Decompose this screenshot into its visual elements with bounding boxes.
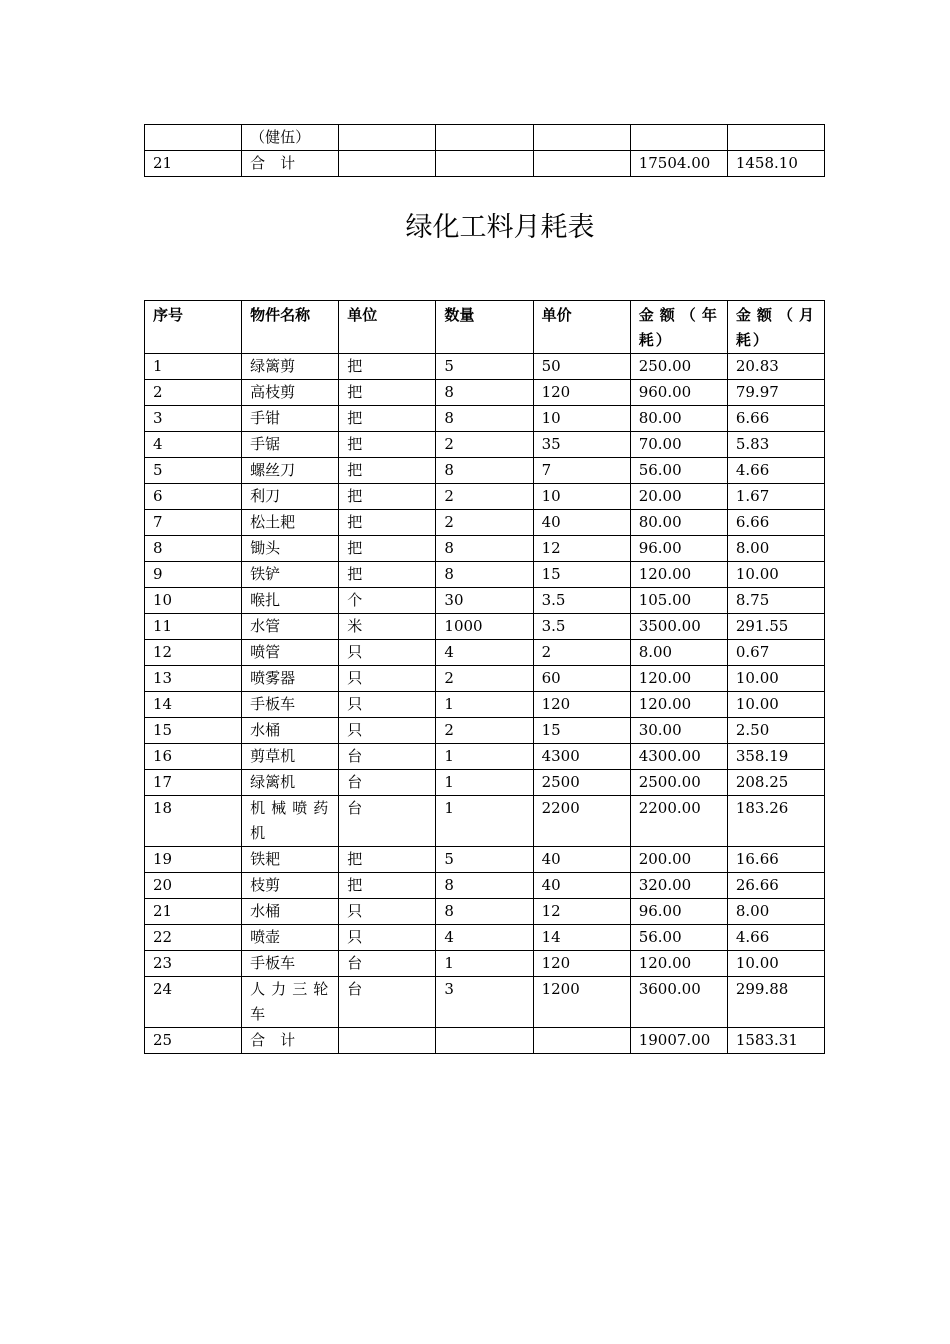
table-cell: 3.5 <box>533 588 630 614</box>
table-cell: 高枝剪 <box>242 380 339 406</box>
table-cell: 21 <box>145 899 242 925</box>
table-cell: 2 <box>436 510 533 536</box>
table-cell: 把 <box>339 458 436 484</box>
table-cell: 2.50 <box>727 718 824 744</box>
table-row <box>145 873 825 899</box>
table-row <box>145 354 825 380</box>
table-cell: 9 <box>145 562 242 588</box>
table-cell: 70.00 <box>630 432 727 458</box>
table-cell: 合 计 <box>242 1028 339 1054</box>
table-row <box>145 380 825 406</box>
table-row <box>145 977 825 1028</box>
table-cell: 56.00 <box>630 458 727 484</box>
table-cell: 10 <box>145 588 242 614</box>
table-row <box>145 692 825 718</box>
table-cell: 水桶 <box>242 718 339 744</box>
table-cell: 绿篱机 <box>242 770 339 796</box>
table-cell: 15 <box>533 718 630 744</box>
table-cell <box>145 125 242 151</box>
table-cell: 把 <box>339 484 436 510</box>
table-cell: 96.00 <box>630 536 727 562</box>
table-cell: 把 <box>339 380 436 406</box>
table-cell: 80.00 <box>630 406 727 432</box>
table-cell <box>339 1028 436 1054</box>
table-cell: 绿篱剪 <box>242 354 339 380</box>
table-cell: 15 <box>145 718 242 744</box>
table-cell: 105.00 <box>630 588 727 614</box>
table-cell: 个 <box>339 588 436 614</box>
table-cell: 2 <box>533 640 630 666</box>
table-cell: 8 <box>436 536 533 562</box>
table-cell: 14 <box>533 925 630 951</box>
table-cell: 台 <box>339 977 436 1028</box>
table-cell: 水桶 <box>242 899 339 925</box>
table-cell <box>436 1028 533 1054</box>
materials-table-body <box>145 301 825 1054</box>
table-cell: 8.00 <box>727 536 824 562</box>
table-cell: 320.00 <box>630 873 727 899</box>
table-cell: 291.55 <box>727 614 824 640</box>
table-cell: 5.83 <box>727 432 824 458</box>
table-cell: 120.00 <box>630 562 727 588</box>
table-cell: 手板车 <box>242 951 339 977</box>
table-cell: 把 <box>339 562 436 588</box>
table-cell: 2500.00 <box>630 770 727 796</box>
column-header: 金额（年耗） <box>630 301 727 354</box>
table-cell: 把 <box>339 510 436 536</box>
table-cell: 19007.00 <box>630 1028 727 1054</box>
table-cell: 10.00 <box>727 692 824 718</box>
table-cell <box>436 151 533 177</box>
table-cell: 6 <box>145 484 242 510</box>
table-cell: 2 <box>436 718 533 744</box>
table-row <box>145 125 825 151</box>
table-cell: 机械喷药机 <box>242 796 339 847</box>
table-cell: 台 <box>339 770 436 796</box>
table-cell <box>339 125 436 151</box>
table-cell: 80.00 <box>630 510 727 536</box>
table-cell: 8.00 <box>727 899 824 925</box>
materials-table <box>144 300 825 1054</box>
table-cell <box>339 151 436 177</box>
table-row <box>145 925 825 951</box>
table-cell: 10 <box>533 484 630 510</box>
table-cell: 5 <box>145 458 242 484</box>
table-cell: 2 <box>436 432 533 458</box>
table-cell: 2 <box>145 380 242 406</box>
table-cell: 1458.10 <box>727 151 824 177</box>
table-cell: 20.00 <box>630 484 727 510</box>
table-row <box>145 151 825 177</box>
table-cell <box>727 125 824 151</box>
table-cell: 台 <box>339 951 436 977</box>
table-row <box>145 666 825 692</box>
table-cell: 2200 <box>533 796 630 847</box>
column-header: 物件名称 <box>242 301 339 354</box>
table-cell: 0.67 <box>727 640 824 666</box>
table-cell: 3500.00 <box>630 614 727 640</box>
table-cell: 120.00 <box>630 692 727 718</box>
table-row <box>145 536 825 562</box>
table-cell: 6.66 <box>727 406 824 432</box>
table-cell: 4 <box>436 925 533 951</box>
table-cell: 合 计 <box>242 151 339 177</box>
table-cell: 7 <box>145 510 242 536</box>
table-cell: 台 <box>339 796 436 847</box>
table-cell: （健伍） <box>242 125 339 151</box>
table-header-row <box>145 301 825 354</box>
table-cell: 13 <box>145 666 242 692</box>
table-cell: 358.19 <box>727 744 824 770</box>
table-cell: 把 <box>339 847 436 873</box>
table-cell: 1 <box>436 951 533 977</box>
column-header: 数量 <box>436 301 533 354</box>
table-cell: 8 <box>145 536 242 562</box>
table-cell: 299.88 <box>727 977 824 1028</box>
table-cell: 26.66 <box>727 873 824 899</box>
column-header: 单价 <box>533 301 630 354</box>
table-cell: 96.00 <box>630 899 727 925</box>
table-cell <box>436 125 533 151</box>
table-cell: 17504.00 <box>630 151 727 177</box>
table-row <box>145 614 825 640</box>
table-cell: 只 <box>339 899 436 925</box>
table-cell <box>630 125 727 151</box>
table-cell: 台 <box>339 744 436 770</box>
table-cell: 60 <box>533 666 630 692</box>
table-cell: 把 <box>339 873 436 899</box>
table-cell: 40 <box>533 847 630 873</box>
table-cell: 25 <box>145 1028 242 1054</box>
table-cell: 铁耙 <box>242 847 339 873</box>
table-cell: 喷管 <box>242 640 339 666</box>
table-cell: 1.67 <box>727 484 824 510</box>
table-cell: 8 <box>436 562 533 588</box>
table-cell: 2 <box>436 484 533 510</box>
table-cell: 24 <box>145 977 242 1028</box>
table-cell: 250.00 <box>630 354 727 380</box>
table-cell: 50 <box>533 354 630 380</box>
table-cell: 1 <box>436 796 533 847</box>
table-cell: 6.66 <box>727 510 824 536</box>
table-cell: 120 <box>533 692 630 718</box>
table-row <box>145 951 825 977</box>
table-cell: 8 <box>436 380 533 406</box>
table-cell: 只 <box>339 692 436 718</box>
table-cell: 2500 <box>533 770 630 796</box>
table-cell: 手钳 <box>242 406 339 432</box>
table-cell: 把 <box>339 536 436 562</box>
table-cell: 3.5 <box>533 614 630 640</box>
table-cell: 手板车 <box>242 692 339 718</box>
table-cell: 只 <box>339 666 436 692</box>
table-cell: 960.00 <box>630 380 727 406</box>
table-cell: 40 <box>533 510 630 536</box>
table-cell: 喷壶 <box>242 925 339 951</box>
table-cell: 只 <box>339 925 436 951</box>
table-cell: 8 <box>436 873 533 899</box>
table-cell: 20.83 <box>727 354 824 380</box>
table-row <box>145 432 825 458</box>
table-cell: 30.00 <box>630 718 727 744</box>
table-cell: 1583.31 <box>727 1028 824 1054</box>
table-cell: 18 <box>145 796 242 847</box>
table-cell: 锄头 <box>242 536 339 562</box>
table-cell <box>533 1028 630 1054</box>
table-cell: 2 <box>436 666 533 692</box>
table-cell: 208.25 <box>727 770 824 796</box>
table-cell: 8 <box>436 406 533 432</box>
table-cell: 3600.00 <box>630 977 727 1028</box>
table-row <box>145 718 825 744</box>
table-row <box>145 588 825 614</box>
table-cell: 把 <box>339 354 436 380</box>
table-row <box>145 770 825 796</box>
table-cell: 120.00 <box>630 666 727 692</box>
table-cell: 水管 <box>242 614 339 640</box>
table-cell: 56.00 <box>630 925 727 951</box>
table-row <box>145 640 825 666</box>
table-cell: 200.00 <box>630 847 727 873</box>
table-cell: 22 <box>145 925 242 951</box>
table-cell: 剪草机 <box>242 744 339 770</box>
table-cell: 79.97 <box>727 380 824 406</box>
table-row <box>145 458 825 484</box>
table-cell: 10.00 <box>727 951 824 977</box>
table-cell: 喷雾器 <box>242 666 339 692</box>
table-cell: 1 <box>436 744 533 770</box>
table-cell: 1 <box>436 770 533 796</box>
table-cell: 4300.00 <box>630 744 727 770</box>
continued-table <box>144 124 825 177</box>
table-cell: 21 <box>145 151 242 177</box>
continued-table-body <box>145 125 825 177</box>
table-cell: 16.66 <box>727 847 824 873</box>
table-cell: 40 <box>533 873 630 899</box>
table-cell: 19 <box>145 847 242 873</box>
table-cell: 1000 <box>436 614 533 640</box>
column-header: 金额（月耗） <box>727 301 824 354</box>
table-row <box>145 484 825 510</box>
table-cell: 15 <box>533 562 630 588</box>
column-header: 单位 <box>339 301 436 354</box>
table-cell: 把 <box>339 406 436 432</box>
table-cell: 10.00 <box>727 666 824 692</box>
page-title: 绿化工料月耗表 <box>405 212 595 243</box>
table-row <box>145 847 825 873</box>
table-cell: 5 <box>436 847 533 873</box>
column-header: 序号 <box>145 301 242 354</box>
table-cell: 8 <box>436 899 533 925</box>
table-cell: 螺丝刀 <box>242 458 339 484</box>
table-cell: 1 <box>145 354 242 380</box>
table-cell: 120 <box>533 951 630 977</box>
table-cell: 枝剪 <box>242 873 339 899</box>
table-cell: 3 <box>436 977 533 1028</box>
table-cell <box>533 125 630 151</box>
table-cell: 20 <box>145 873 242 899</box>
table-cell <box>533 151 630 177</box>
table-cell: 4300 <box>533 744 630 770</box>
table-cell: 只 <box>339 718 436 744</box>
table-cell: 16 <box>145 744 242 770</box>
table-cell: 2200.00 <box>630 796 727 847</box>
table-cell: 23 <box>145 951 242 977</box>
table-cell: 10 <box>533 406 630 432</box>
table-cell: 120 <box>533 380 630 406</box>
table-cell: 8.75 <box>727 588 824 614</box>
table-cell: 12 <box>533 536 630 562</box>
table-row <box>145 562 825 588</box>
table-cell: 12 <box>145 640 242 666</box>
table-cell: 米 <box>339 614 436 640</box>
table-cell: 17 <box>145 770 242 796</box>
table-cell: 11 <box>145 614 242 640</box>
table-cell: 4 <box>436 640 533 666</box>
table-cell: 只 <box>339 640 436 666</box>
table-cell: 8 <box>436 458 533 484</box>
table-cell: 4 <box>145 432 242 458</box>
table-row <box>145 796 825 847</box>
table-row <box>145 510 825 536</box>
table-cell: 7 <box>533 458 630 484</box>
table-cell: 12 <box>533 899 630 925</box>
table-cell: 松土耙 <box>242 510 339 536</box>
table-cell: 利刀 <box>242 484 339 510</box>
table-cell: 183.26 <box>727 796 824 847</box>
table-cell: 30 <box>436 588 533 614</box>
table-cell: 3 <box>145 406 242 432</box>
table-cell: 35 <box>533 432 630 458</box>
table-cell: 5 <box>436 354 533 380</box>
table-cell: 铁铲 <box>242 562 339 588</box>
table-row <box>145 744 825 770</box>
table-cell: 把 <box>339 432 436 458</box>
table-cell: 4.66 <box>727 925 824 951</box>
table-cell: 10.00 <box>727 562 824 588</box>
table-cell: 120.00 <box>630 951 727 977</box>
table-row <box>145 406 825 432</box>
table-row <box>145 899 825 925</box>
table-cell: 人力三轮车 <box>242 977 339 1028</box>
table-cell: 4.66 <box>727 458 824 484</box>
table-row <box>145 1028 825 1054</box>
table-cell: 手锯 <box>242 432 339 458</box>
table-cell: 8.00 <box>630 640 727 666</box>
table-cell: 喉扎 <box>242 588 339 614</box>
table-cell: 1200 <box>533 977 630 1028</box>
table-cell: 14 <box>145 692 242 718</box>
table-cell: 1 <box>436 692 533 718</box>
